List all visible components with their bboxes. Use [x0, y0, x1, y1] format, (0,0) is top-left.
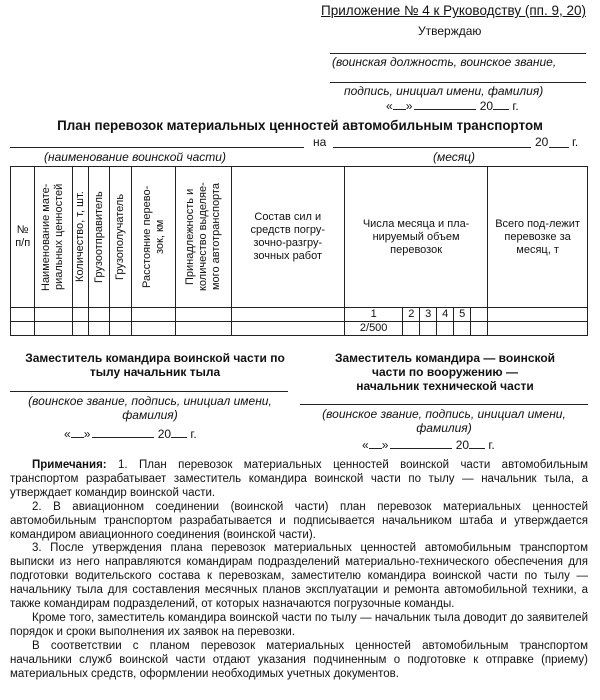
day-number: 4: [437, 308, 454, 322]
col-header-distance: Расстояние перево- зок, км: [131, 167, 176, 308]
month-hint: (месяц): [433, 150, 476, 164]
volume-cell: 2/500: [345, 322, 403, 336]
signature-hint: подпись, инициал имени, фамилия): [344, 84, 544, 98]
note-paragraph-5: В соответствии с планом перевозок материальных ценностей автомобильным транспортом начальники служб воинской части отдают указания подчиненным о подготовке к отправке (приему) материальных средств, оформлении необходимых учетных документов.: [10, 639, 588, 680]
signature-right-date: « » 20 г.: [362, 438, 495, 452]
signature-left-title: Заместитель командира воинской части по тылу начальник тыла: [25, 351, 285, 379]
approve-label: Утверждаю: [418, 24, 482, 38]
unit-name-line: [10, 147, 304, 148]
date-year: 20: [479, 99, 494, 113]
col-header-total: Всего под-лежит перевозке за месяц, т: [488, 167, 588, 308]
note-paragraph-4: Кроме того, заместитель командира воинской части по тылу — начальник тыла доводит до заявителей порядок и сроки выполнения их заявок на перевозки.: [10, 611, 588, 638]
day-number: 2: [403, 308, 420, 322]
note-paragraph-2: 2. В авиационном соединении (воинской части) план перевозок материальных ценностей автомобильным транспортом разрабатывается и подписывается начальником штаба и утверждается командиром авиационного соединения (воинской части).: [10, 500, 588, 541]
note-paragraph-3: 3. После утверждения плана перевозок материальных ценностей автомобильным транспортом выписки из него направляются командирам подразделений материально-технического обеспечения для подготовки водительского состава к перевозкам, заместителю командира воинской части по тылу — начальнику тыла для составления месячных планов эксплуатации и ремонта автомобильной техники, а также командирам подразделений, от которых назначаются погрузочные команды.: [10, 542, 588, 611]
day-number: 1: [345, 308, 403, 322]
col-header-quantity: Количество, т, шт.: [72, 167, 89, 308]
col-header-material: Наименование мате- риальных ценностей: [35, 167, 72, 308]
signature-left-date: « » 20 г.: [64, 427, 197, 441]
day-number: 3: [420, 308, 437, 322]
plan-table: [10, 166, 588, 336]
date-quote-close: »: [405, 99, 413, 113]
document-title: План перевозок материальных ценностей автомобильным транспортом: [57, 118, 543, 133]
notes-section: [10, 459, 588, 682]
signature-left-hint: (воинское звание, подпись, инициал имени, фамилия): [28, 394, 272, 422]
date-suffix: г.: [512, 99, 519, 113]
title-year-suffix: г.: [572, 135, 579, 149]
col-header-shipper: Грузоотправитель: [89, 167, 109, 308]
month-line: [333, 147, 531, 148]
approver-line-2: [330, 82, 586, 83]
year-line: [549, 147, 569, 148]
col-header-days: Числа месяца и пла-нируемый объем перевозок: [345, 167, 488, 308]
signature-right-title: Заместитель командира — воинской части по вооружению — начальник технической части: [334, 351, 556, 393]
position-hint: (воинская должность, воинское звание,: [332, 55, 557, 69]
table-header-row: [11, 167, 588, 308]
table-row-volume: [11, 322, 588, 336]
col-header-transport: Принадлежность и количество выделяе- мого автотранспорта: [176, 167, 231, 308]
approver-line-1: [330, 53, 586, 54]
date-quote-open: «: [386, 99, 393, 113]
note-paragraph-1: Примечания: 1. План перевозок материальных ценностей воинской части автомобильным транспортом разрабатывает заместитель командира воинской части по тылу — начальник тыла, а утверждает командир воинской части.: [10, 459, 589, 499]
signature-right-line: [300, 404, 588, 405]
appendix-reference: Приложение № 4 к Руководству (пп. 9, 20): [321, 3, 586, 18]
signature-left-line: [10, 391, 288, 392]
col-header-number: № п/п: [11, 167, 35, 308]
col-header-consignee: Грузополучатель: [109, 167, 131, 308]
unit-name-hint: (наименование воинской части): [44, 150, 226, 164]
notes-label: Примечания:: [32, 459, 107, 471]
approval-date: [386, 99, 586, 113]
table-row-days: [11, 308, 588, 322]
day-number: 5: [454, 308, 471, 322]
signature-right-hint: (воинское звание, подпись, инициал имени, фамилия): [322, 407, 566, 435]
title-na: на: [313, 135, 327, 149]
col-header-forces: Состав сил и средств погру-зочно-разгру-зочных работ: [231, 167, 344, 308]
title-year: 20: [535, 135, 549, 149]
